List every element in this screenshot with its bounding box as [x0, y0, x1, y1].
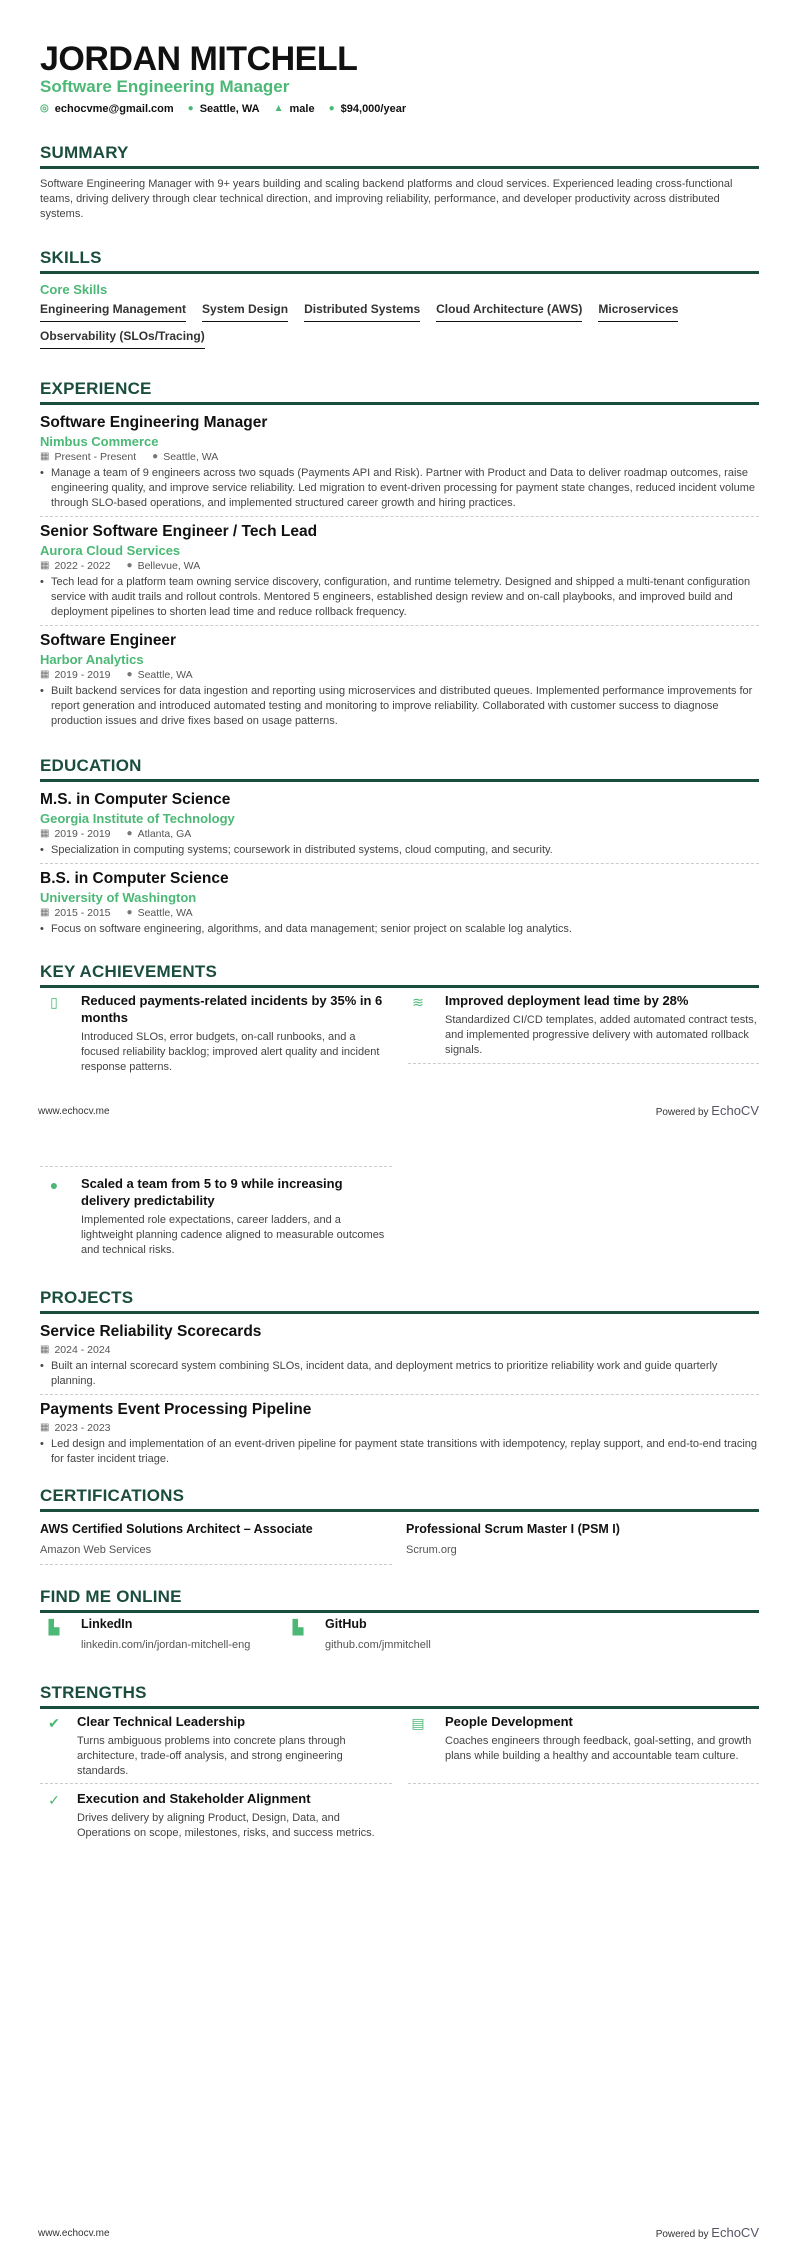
dollar-icon: ●: [328, 103, 335, 114]
resume-header: [40, 40, 759, 115]
calendar-icon: ▦: [40, 669, 50, 680]
project-meta: [40, 1421, 759, 1435]
contact-email[interactable]: echocvme@gmail.com: [54, 103, 174, 115]
skill-tag: Observability (SLOs/Tracing): [40, 329, 205, 349]
section-heading: PROJECTS: [40, 1288, 134, 1307]
strengths-section: [40, 1683, 759, 1709]
school-name: University of Washington: [40, 890, 197, 905]
location-pin-icon: ●: [126, 560, 133, 571]
location-pin-icon: ●: [152, 451, 159, 462]
company-name: Aurora Cloud Services: [40, 543, 181, 558]
skills-list: [40, 302, 759, 356]
bullet-text: Built an internal scorecard system combining SLOs, incident data, and deployment metrics to prioritize reliability work and guide quarterly planning.: [51, 1360, 718, 1387]
job-bullet: • Built backend services for data ingestion and reporting using microservices and distributed queues. Implemented performance improvements for report generation and introduced automated testing and monitoring to improve reliability. Collaborated with customer success to diagnose production issues and drive fixes based on usage patterns.: [40, 684, 759, 729]
calendar-icon: ▦: [40, 1344, 50, 1355]
certifications-section: [40, 1486, 759, 1565]
calendar-icon: ▦: [40, 1422, 50, 1433]
achievement-item: [44, 992, 394, 1075]
footer-powered: [656, 1103, 759, 1118]
skill-tag: Engineering Management: [40, 302, 186, 322]
section-divider: [40, 779, 759, 782]
section-divider: [40, 271, 759, 274]
degree: M.S. in Computer Science: [40, 791, 231, 808]
experience-entry: [40, 522, 759, 626]
strength-title: People Development: [445, 1714, 573, 1729]
strength-desc: Drives delivery by aligning Product, Design, Data, and Operations on scope, milestones, risks, and success metrics.: [77, 1812, 375, 1839]
job-meta: [40, 668, 759, 682]
project-dates: 2023 - 2023: [54, 1422, 111, 1434]
certification-issuer: Scrum.org: [406, 1544, 457, 1556]
project-bullet: • Built an internal scorecard system combining SLOs, incident data, and deployment metrics to prioritize reliability work and guide quarterly planning.: [40, 1359, 759, 1389]
job-title: Software Engineering Manager: [40, 414, 268, 431]
job-bullet: • Manage a team of 9 engineers across two squads (Payments API and Risk). Partner with Product and Data to deliver roadmap outcomes, raise engineering quality, and improve service reliability. Led migration to event-driven processing for payment state changes, reduced incident volume through SLO-based operations, and implemented structured career growth and hiring practices.: [40, 466, 759, 511]
project-title: Payments Event Processing Pipeline: [40, 1401, 312, 1418]
brand-logo: EchoCV: [711, 1103, 759, 1118]
certification-title: AWS Certified Solutions Architect – Associate: [40, 1522, 313, 1536]
job-bullet: • Tech lead for a platform team owning service discovery, configuration, and runtime telemetry. Designed and shipped a multi-tenant configuration service with audit trails and rollout controls. Mentored 5 engineers, established design review and on-call playbooks, and improved build and deployment pipelines to shorten lead time and reduce rollback frequency.: [40, 575, 759, 620]
achievement-title: Improved deployment lead time by 28%: [445, 993, 689, 1008]
file-icon: ▙: [48, 1619, 60, 1635]
experience-entry: [40, 413, 759, 517]
education-dates: 2015 - 2015: [54, 907, 111, 919]
bullet-text: Tech lead for a platform team owning service discovery, configuration, and runtime telemetry. Designed and shipped a multi-tenant configuration service with audit trails and rollout controls. Mentored 5 engineers, established design review and on-call playbooks, and improved build and deployment pipelines to shorten lead time and reduce rollback frequency.: [51, 576, 751, 618]
company-name: Nimbus Commerce: [40, 434, 159, 449]
achievement-item: [44, 1175, 394, 1258]
job-dates: Present - Present: [54, 451, 137, 463]
file-icon: ▙: [292, 1619, 304, 1635]
section-divider: [40, 1706, 759, 1709]
footer-site[interactable]: www.echocv.me: [38, 2228, 110, 2239]
achievement-desc: Standardized CI/CD templates, added automated contract tests, and implemented progressive delivery with automated rollback signals.: [445, 1014, 757, 1056]
project-meta: [40, 1343, 759, 1357]
project-entry: [40, 1322, 759, 1395]
project-entry: [40, 1400, 759, 1472]
section-heading: EDUCATION: [40, 756, 142, 775]
link-label: GitHub: [325, 1617, 367, 1631]
projects-section: [40, 1288, 759, 1477]
skills-section: [40, 248, 759, 356]
strength-desc: Coaches engineers through feedback, goal-setting, and growth plans while building a healthy and accountable team culture.: [445, 1735, 752, 1762]
database-icon: ≋: [412, 994, 424, 1010]
summary-section: [40, 143, 759, 222]
candidate-title: Software Engineering Manager: [40, 77, 290, 96]
education-bullet: • Focus on software engineering, algorithms, and data management; senior project on scalable log analytics.: [40, 923, 572, 935]
job-location: Seattle, WA: [163, 451, 219, 463]
skill-tag: Microservices: [598, 302, 678, 322]
degree: B.S. in Computer Science: [40, 870, 229, 887]
project-dates: 2024 - 2024: [54, 1344, 111, 1356]
bullet-text: Led design and implementation of an event-driven pipeline for payment state transitions with idempotency, replay support, and end-to-end tracing for faster incident triage.: [51, 1438, 758, 1465]
contact-gender: male: [289, 103, 315, 115]
bullet-text: Focus on software engineering, algorithms, and data management; senior project on scalable log analytics.: [51, 923, 572, 935]
location-pin-icon: ●: [187, 103, 194, 114]
project-bullet: • Led design and implementation of an event-driven pipeline for payment state transitions with idempotency, replay support, and end-to-end tracing for faster incident triage.: [40, 1438, 758, 1465]
location-pin-icon: ●: [126, 669, 133, 680]
summary-text: Software Engineering Manager with 9+ years building and scaling backend platforms and cloud services. Experienced leading cross-functional teams, driving delivery through clear technical direction, and improving reliability, performance, and developer productivity across distributed systems.: [40, 178, 733, 220]
person-icon: ▲: [273, 103, 284, 114]
link-label: LinkedIn: [81, 1617, 133, 1631]
achievement-desc: Introduced SLOs, error budgets, on-call runbooks, and a focused reliability backlog; improved alert quality and incident response patterns.: [81, 1031, 380, 1073]
section-heading: FIND ME ONLINE: [40, 1587, 182, 1606]
education-entry: [40, 869, 759, 942]
section-heading: EXPERIENCE: [40, 379, 152, 398]
job-location: Bellevue, WA: [137, 560, 201, 572]
education-meta: [40, 906, 759, 920]
strength-title: Execution and Stakeholder Alignment: [77, 1791, 311, 1806]
education-section: [40, 756, 759, 947]
achievement-item: [408, 992, 759, 1064]
achievement-divider: [40, 1166, 392, 1167]
school-name: Georgia Institute of Technology: [40, 811, 235, 826]
strength-title: Clear Technical Leadership: [77, 1714, 246, 1729]
footer-powered: [656, 2225, 759, 2240]
section-divider: [40, 1509, 759, 1512]
calendar-icon: ▦: [40, 560, 50, 571]
achievement-title: Scaled a team from 5 to 9 while increasing delivery predictability: [81, 1176, 343, 1208]
online-section: [40, 1587, 759, 1613]
job-title: Senior Software Engineer / Tech Lead: [40, 523, 318, 540]
section-divider: [40, 1610, 759, 1613]
section-divider: [40, 985, 759, 988]
location-pin-icon: ●: [126, 907, 133, 918]
checkmark-icon: ✓: [48, 1792, 60, 1808]
section-divider: [40, 1311, 759, 1314]
footer-site[interactable]: www.echocv.me: [38, 1106, 110, 1117]
experience-entry: [40, 631, 759, 734]
bullet-text: Manage a team of 9 engineers across two squads (Payments API and Risk). Partner with Product and Data to deliver roadmap outcomes, raise engineering quality, and improve service reliability. Led migration to event-driven processing for payment state changes, reduced incident volume through SLO-based operations, and implemented structured career growth and hiring practices.: [51, 467, 755, 509]
section-heading: KEY ACHIEVEMENTS: [40, 962, 218, 981]
location-pin-icon: ●: [126, 828, 133, 839]
bullet-text: Built backend services for data ingestion and reporting using microservices and distributed queues. Implemented performance improvements for report generation and introduced automated testing and monitoring to improve reliability. Collaborated with customer success to diagnose production issues and drive fixes based on usage patterns.: [51, 685, 753, 727]
certification-issuer: Amazon Web Services: [40, 1544, 152, 1556]
education-location: Atlanta, GA: [137, 828, 192, 840]
brand-logo: EchoCV: [711, 2225, 759, 2240]
bitcoin-circle-icon: ●: [49, 1177, 59, 1193]
strength-item: [40, 1713, 392, 1784]
check-circle-icon: ✔: [48, 1715, 60, 1731]
link-url[interactable]: linkedin.com/in/jordan-mitchell-eng: [81, 1639, 251, 1651]
certification-item: [40, 1522, 392, 1565]
strength-item: [40, 1790, 392, 1841]
experience-section: [40, 379, 759, 739]
certification-item: [406, 1522, 758, 1565]
certification-title: Professional Scrum Master I (PSM I): [406, 1522, 620, 1536]
section-heading: CERTIFICATIONS: [40, 1486, 185, 1505]
cake-icon: ▤: [411, 1715, 425, 1731]
company-name: Harbor Analytics: [40, 652, 144, 667]
contact-salary: $94,000/year: [340, 103, 407, 115]
contact-row: [40, 103, 759, 115]
job-meta: [40, 559, 759, 573]
achievement-desc: Implemented role expectations, career ladders, and a lightweight planning cadence aligned to measurable outcomes and technical risks.: [81, 1214, 385, 1256]
strength-desc: Turns ambiguous problems into concrete plans through architecture, trade-off analysis, and strong engineering standards.: [77, 1735, 346, 1777]
education-location: Seattle, WA: [137, 907, 193, 919]
calendar-icon: ▦: [40, 828, 50, 839]
education-meta: [40, 827, 759, 841]
calendar-icon: ▦: [40, 907, 50, 918]
online-link-item[interactable]: [288, 1617, 528, 1652]
bullet-text: Specialization in computing systems; coursework in distributed systems, cloud computing, and security.: [51, 844, 553, 856]
strength-item: [408, 1713, 759, 1784]
skill-tag: Cloud Architecture (AWS): [436, 302, 582, 322]
skill-tag: Distributed Systems: [304, 302, 420, 322]
job-location: Seattle, WA: [137, 669, 193, 681]
education-bullet: • Specialization in computing systems; coursework in distributed systems, cloud computing, and security.: [40, 844, 553, 856]
job-title: Software Engineer: [40, 632, 177, 649]
job-meta: [40, 450, 759, 464]
calendar-icon: ▦: [40, 451, 50, 462]
powered-by-label: Powered by: [655, 1107, 709, 1118]
at-icon: ◎: [40, 103, 49, 114]
job-dates: 2019 - 2019: [54, 669, 111, 681]
contact-location: Seattle, WA: [199, 103, 260, 115]
section-divider: [40, 402, 759, 405]
skill-group-label: Core Skills: [40, 282, 108, 297]
education-entry: [40, 790, 759, 864]
section-heading: SKILLS: [40, 248, 102, 267]
education-dates: 2019 - 2019: [54, 828, 111, 840]
section-heading: STRENGTHS: [40, 1683, 147, 1702]
section-heading: SUMMARY: [40, 143, 129, 162]
achievements-section: [40, 962, 759, 988]
link-url[interactable]: github.com/jmmitchell: [325, 1639, 431, 1651]
project-title: Service Reliability Scorecards: [40, 1323, 262, 1340]
online-link-item[interactable]: [44, 1617, 284, 1652]
powered-by-label: Powered by: [655, 2229, 709, 2240]
section-divider: [40, 166, 759, 169]
skill-tag: System Design: [202, 302, 288, 322]
achievement-title: Reduced payments-related incidents by 35% in 6 months: [81, 993, 383, 1025]
mobile-phone-icon: ▯: [50, 994, 58, 1010]
candidate-name: JORDAN MITCHELL: [40, 40, 358, 78]
job-dates: 2022 - 2022: [54, 560, 111, 572]
